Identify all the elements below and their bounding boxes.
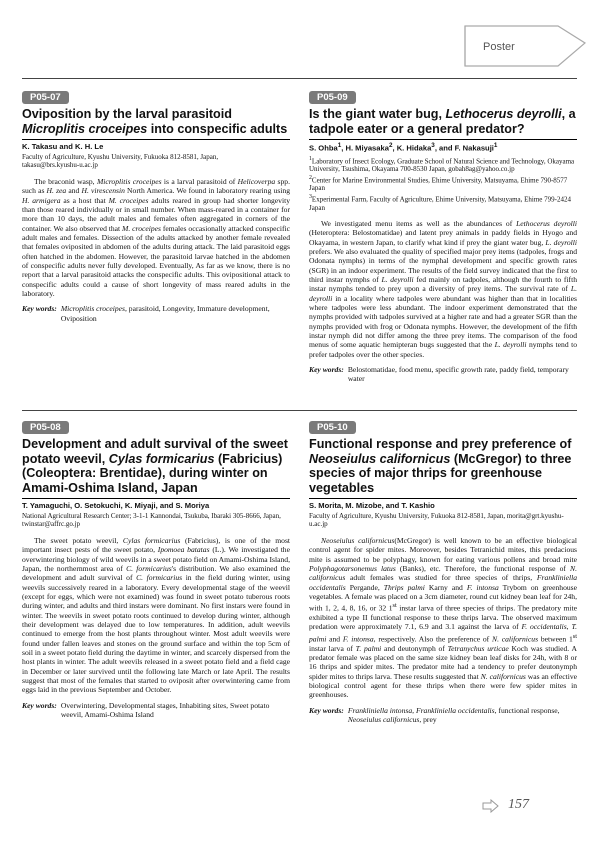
article-authors: T. Yamaguchi, O. Setokuchi, K. Miyaji, and S. Moriya <box>22 498 290 510</box>
article-p05-08 <box>22 417 290 719</box>
poster-section-tab <box>463 18 588 68</box>
keywords-text: Belostomatidae, food menu, specific growth rate, paddy field, temporary water <box>347 365 569 384</box>
article-id-badge: P05-07 <box>22 91 69 104</box>
article-abstract: The sweet potato weevil, Cylas formicarius (Fabricius), is one of the most important insect pests of the sweet potato, Ipomoea batatas (L.). We investigated the overwintering biology of wild weevils in a sweet potato field on Amami-Oshima Island, Japan, the northernmost area of C. formicarius's distribution. We also examined the development and adult survival of C. formicarius in the field during winter, using weevils successively reared in a laboratory. Every developmental stage of the weevil (except for eggs, which were not examined) was found in sweet potato tuberous roots during winter, and adults and third instars were dominant. No first instars were found in winter. The weevils in sweet potato roots continued to develop during winter, although their development was delayed due to low temperatures. In addition, adult weevils continued to emerge from the host plants throughout winter. Most adult weevils were found under fallen leaves and stones on the ground surface and within the top 5cm of soil in a sweet potato field during the daytime in winter, and scarcely dispersed from the host plants in winter. The adult weevils released in a sweet potato field and a field cage in December or later survived until the following late March or late April. The results suggest that most of the females that started to oviposit after overwintering came from eggs laid in the previous September and October. <box>22 535 291 695</box>
article-title: Functional response and prey preference of Neoseiulus californicus (McGregor) to three species of major thrips for greenhouse vegetables <box>309 437 572 495</box>
article-authors: K. Takasu and K. H. Le <box>22 139 290 151</box>
article-keywords <box>22 701 290 720</box>
arrow-right-icon <box>482 799 500 813</box>
article-title: Oviposition by the larval parasitoid Microplitis croceipes into conspecific adults <box>22 107 288 136</box>
section-label: Poster <box>483 41 515 53</box>
article-title: Is the giant water bug, Lethocerus deyrolli, a tadpole eater or a general predator? <box>309 107 576 136</box>
keywords-text: Frankliniella intonsa, Frankliniella occidentalis, functional response, Neoseiulus californicus, prey <box>347 705 560 725</box>
arrow-tab-icon <box>463 18 588 68</box>
keywords-label: Key words: <box>22 304 57 314</box>
article-id-badge: P05-08 <box>22 421 69 434</box>
article-keywords <box>309 706 577 725</box>
article-keywords <box>22 304 290 323</box>
keywords-text: Microplitis croceipes, parasitoid, Longevity, Immature development, Oviposition <box>60 304 270 323</box>
article-affiliation: $^1$Laboratory of Insect Ecology, Graduate School of Natural Science and Technology, Okayama University, Tsushima, Okayama 700-8530 Japan, gobah8ag@yahoo.co.jp $^2$Center for Marine Environmental Studies, Ehime University, Matsuyama, Ehime 790-8577 Japan $^3$Experimental Farm, Faculty of Agriculture, Ehime University, Matsuyama, Ehime 799-2424 Japan <box>309 155 575 212</box>
keywords-label: Key words: <box>309 365 344 375</box>
keywords-label: Key words: <box>22 700 57 710</box>
article-affiliation: National Agricultural Research Center; 3-1-1 Kannondai, Tsukuba, Ibaraki 305-8666, Japan, twinstar@affrc.go.jp <box>22 512 281 529</box>
article-keywords <box>309 365 577 384</box>
article-title: Development and adult survival of the sweet potato weevil, Cylas formicarius (Fabricius) (Coleoptera: Brentidae), during winter on Amami-Oshima Island, Japan <box>22 437 288 495</box>
keywords-label: Key words: <box>309 705 344 715</box>
keywords-text: Overwintering, Developmental stages, Inhabiting sites, Sweet potato weevil, Amami-Oshima Island <box>60 700 270 719</box>
article-authors: S. Ohba$^1$, H. Miyasaka$^2$, K. Hidaka$^3$, and F. Nakasuji$^1$ <box>309 139 577 153</box>
article-abstract: Neoseiulus californicus(McGregor) is well known to be an effective biological control agent for spider mites. Moreover, besides Tetranichid mites, this predacious mite is assumed to be polyphagy, known for eating various pollens and broad mite Polyphagotarsonemus latus (Banks), etc. Therefore, the functional response of N. californicus adult females was studied for three species of thrips, Frankliniella occidentalis Pergande, Thrips palmi Karny and F. intonsa Trybom on greenhouse vegetables. A female was placed on a 3cm diameter, round cut kidney bean leaf for 24h, with 1, 2, 4, 8, 16, or 32 1st instar larva of three species of thrips. The predatory mite exhibited a type II functional response to these thrips larva. The observed maximum predation were approximately 7.1, 6.9 and 3.1 against the larva of F. occidentalis, T. palmi and F. intonsa, respectively. Also the preference of N. californicus between 1st instar larva of T. palmi and deutonymph of Tetranychus urticae Koch was studied. A predator female was placed on the same size kidney bean leaf disks for 24h, with 8 or 16 thrips and spider mites. The predator mite had a tendency to prefer deutonymph spider mites to thrips larva. These results suggested that N. californicus was an effective biological control agent for these thrips when there were few spider mites in greenhouses. <box>309 535 578 700</box>
article-affiliation: Faculty of Agriculture, Kyushu University, Fukuoka 812-8581, Japan, morita@grt.kyushu-u.ac.jp <box>309 512 564 529</box>
article-abstract: We investigated menu items as well as the abundances of Lethocerus deyrolli (Heteroptera: Belostomatidae) and latent prey animals in paddy fields in Hyogo and Okayama, in western Japan, to clarify what kind if prey the giant water bug, L. deyrolli prefers. We also evaluated the quality of specified major prey items (tadpoles, frogs and Odonata nymphs) in terms of the nymphal development and specific growth rates (SGR) in an indoor experiment. The results of the field survey indicated that the first to third instar nymphs of L. deyrolli fed mainly on tadpoles, although the fourth to fifth instar nymphs tended to prey upon a diversity of prey items. The survival rate of L. deyrolli in a locality where tadpoles were abundant was higher than that in localities where tadpoles were less abundant. The indoor experiment demonstrated that the nymphs provided with tadpoles survived at a higher rate and had a greater SGR than the nymphs provided with frog or Odonata nymphs. However, the development of the fifth instar nymph did not differ among the three prey items. The comparison of the food menus of some aquatic hemipteran bugs suggested that the L. deyrolli nymphs tend to prefer tadpoles over the other species. <box>309 218 578 359</box>
article-abstract: The braconid wasp, Microplitis croceipes is a larval parasitoid of Helicoverpa spp. such as H. zea and H. virescensin North America. We found in laboratory rearing using H. armigera as a host that M. croceipes adults reared in group had shorter longevity than those reared individually or in small number. When mass-reared in a container for more than 10 days, the adult males and females often aggregated in corners of the container. We also observed that M. croceipes females occasionally attacked conspecific adult males and females. Dissection of the adults attacked by another female revealed that females oviposited in abdomen of the adults during attack. The laid parasitoid eggs often hatched in the abdomen. However, the parasitoid larvae hatched in the abdomen of conspecific adults never fully developed. Eventually, As far as we know, there is no report that a larval parasitoid attacks the conspecific adults. This ovipositional attack to conspecific adults could a cause of short longevity of mass reared adults in the laboratory. <box>22 176 291 298</box>
article-p05-07 <box>22 87 290 323</box>
top-divider <box>22 78 577 79</box>
article-id-badge: P05-10 <box>309 421 356 434</box>
page-number: 157 <box>508 797 529 812</box>
article-authors: S. Morita, M. Mizobe, and T. Kashio <box>309 498 577 510</box>
article-p05-10 <box>309 417 577 724</box>
middle-divider <box>22 410 577 411</box>
article-p05-09 <box>309 87 577 384</box>
article-affiliation: Faculty of Agriculture, Kyushu University, Fukuoka 812-8581, Japan, takasu@brs.kyushu-u.ac.jp <box>22 153 219 170</box>
article-id-badge: P05-09 <box>309 91 356 104</box>
